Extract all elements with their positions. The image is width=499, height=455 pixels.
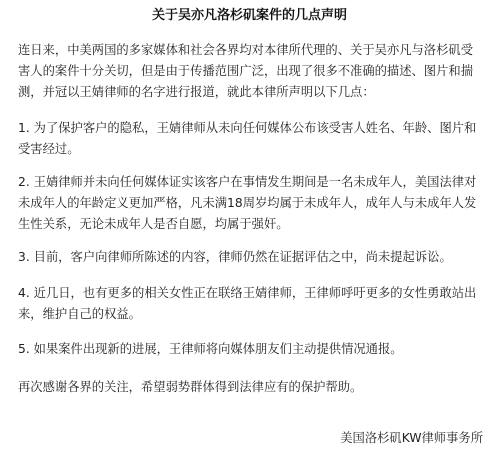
point-4: 4. 近几日，也有更多的相关女性正在联络王婧律师，王律师呼吁更多的女性勇敢站出来，维护自己的权益。 xyxy=(18,286,477,321)
thanks-paragraph: 再次感谢各界的关注，希望弱势群体得到法律应有的保护帮助。 xyxy=(18,380,363,394)
point-1: 1. 为了保护客户的隐私，王婧律师从未向任何媒体公布该受害人姓名、年龄、图片和受害经过。 xyxy=(18,121,477,156)
intro-paragraph: 连日来，中美两国的多家媒体和社会各界均对本律所代理的、关于吴亦凡与洛杉矶受害人的案件十分关切，但是由于传播范围广泛，出现了很多不准确的描述、图片和揣测，并冠以王婧律师的名字进行报道，就此本律所声明以下几点： xyxy=(18,43,473,99)
point-5: 5. 如果案件出现新的进展，王律师将向媒体朋友们主动提供情况通报。 xyxy=(18,342,403,356)
point-2: 2. 王婧律师并未向任何媒体证实该客户在事情发生期间是一名未成年人，美国法律对未成年人的年龄定义更加严格，凡未满18周岁均属于未成年人，成年人与未成年人发生性关系，无论未成年人是否自愿，均属于强奸。 xyxy=(18,175,477,231)
law-firm-signature: 美国洛杉矶KW律师事务所 xyxy=(340,431,483,445)
document-title: 关于吴亦凡洛杉矶案件的几点声明 xyxy=(151,8,347,23)
point-3: 3. 目前，客户向律师所陈述的内容，律师仍然在证据评估之中，尚未提起诉讼。 xyxy=(18,250,452,264)
